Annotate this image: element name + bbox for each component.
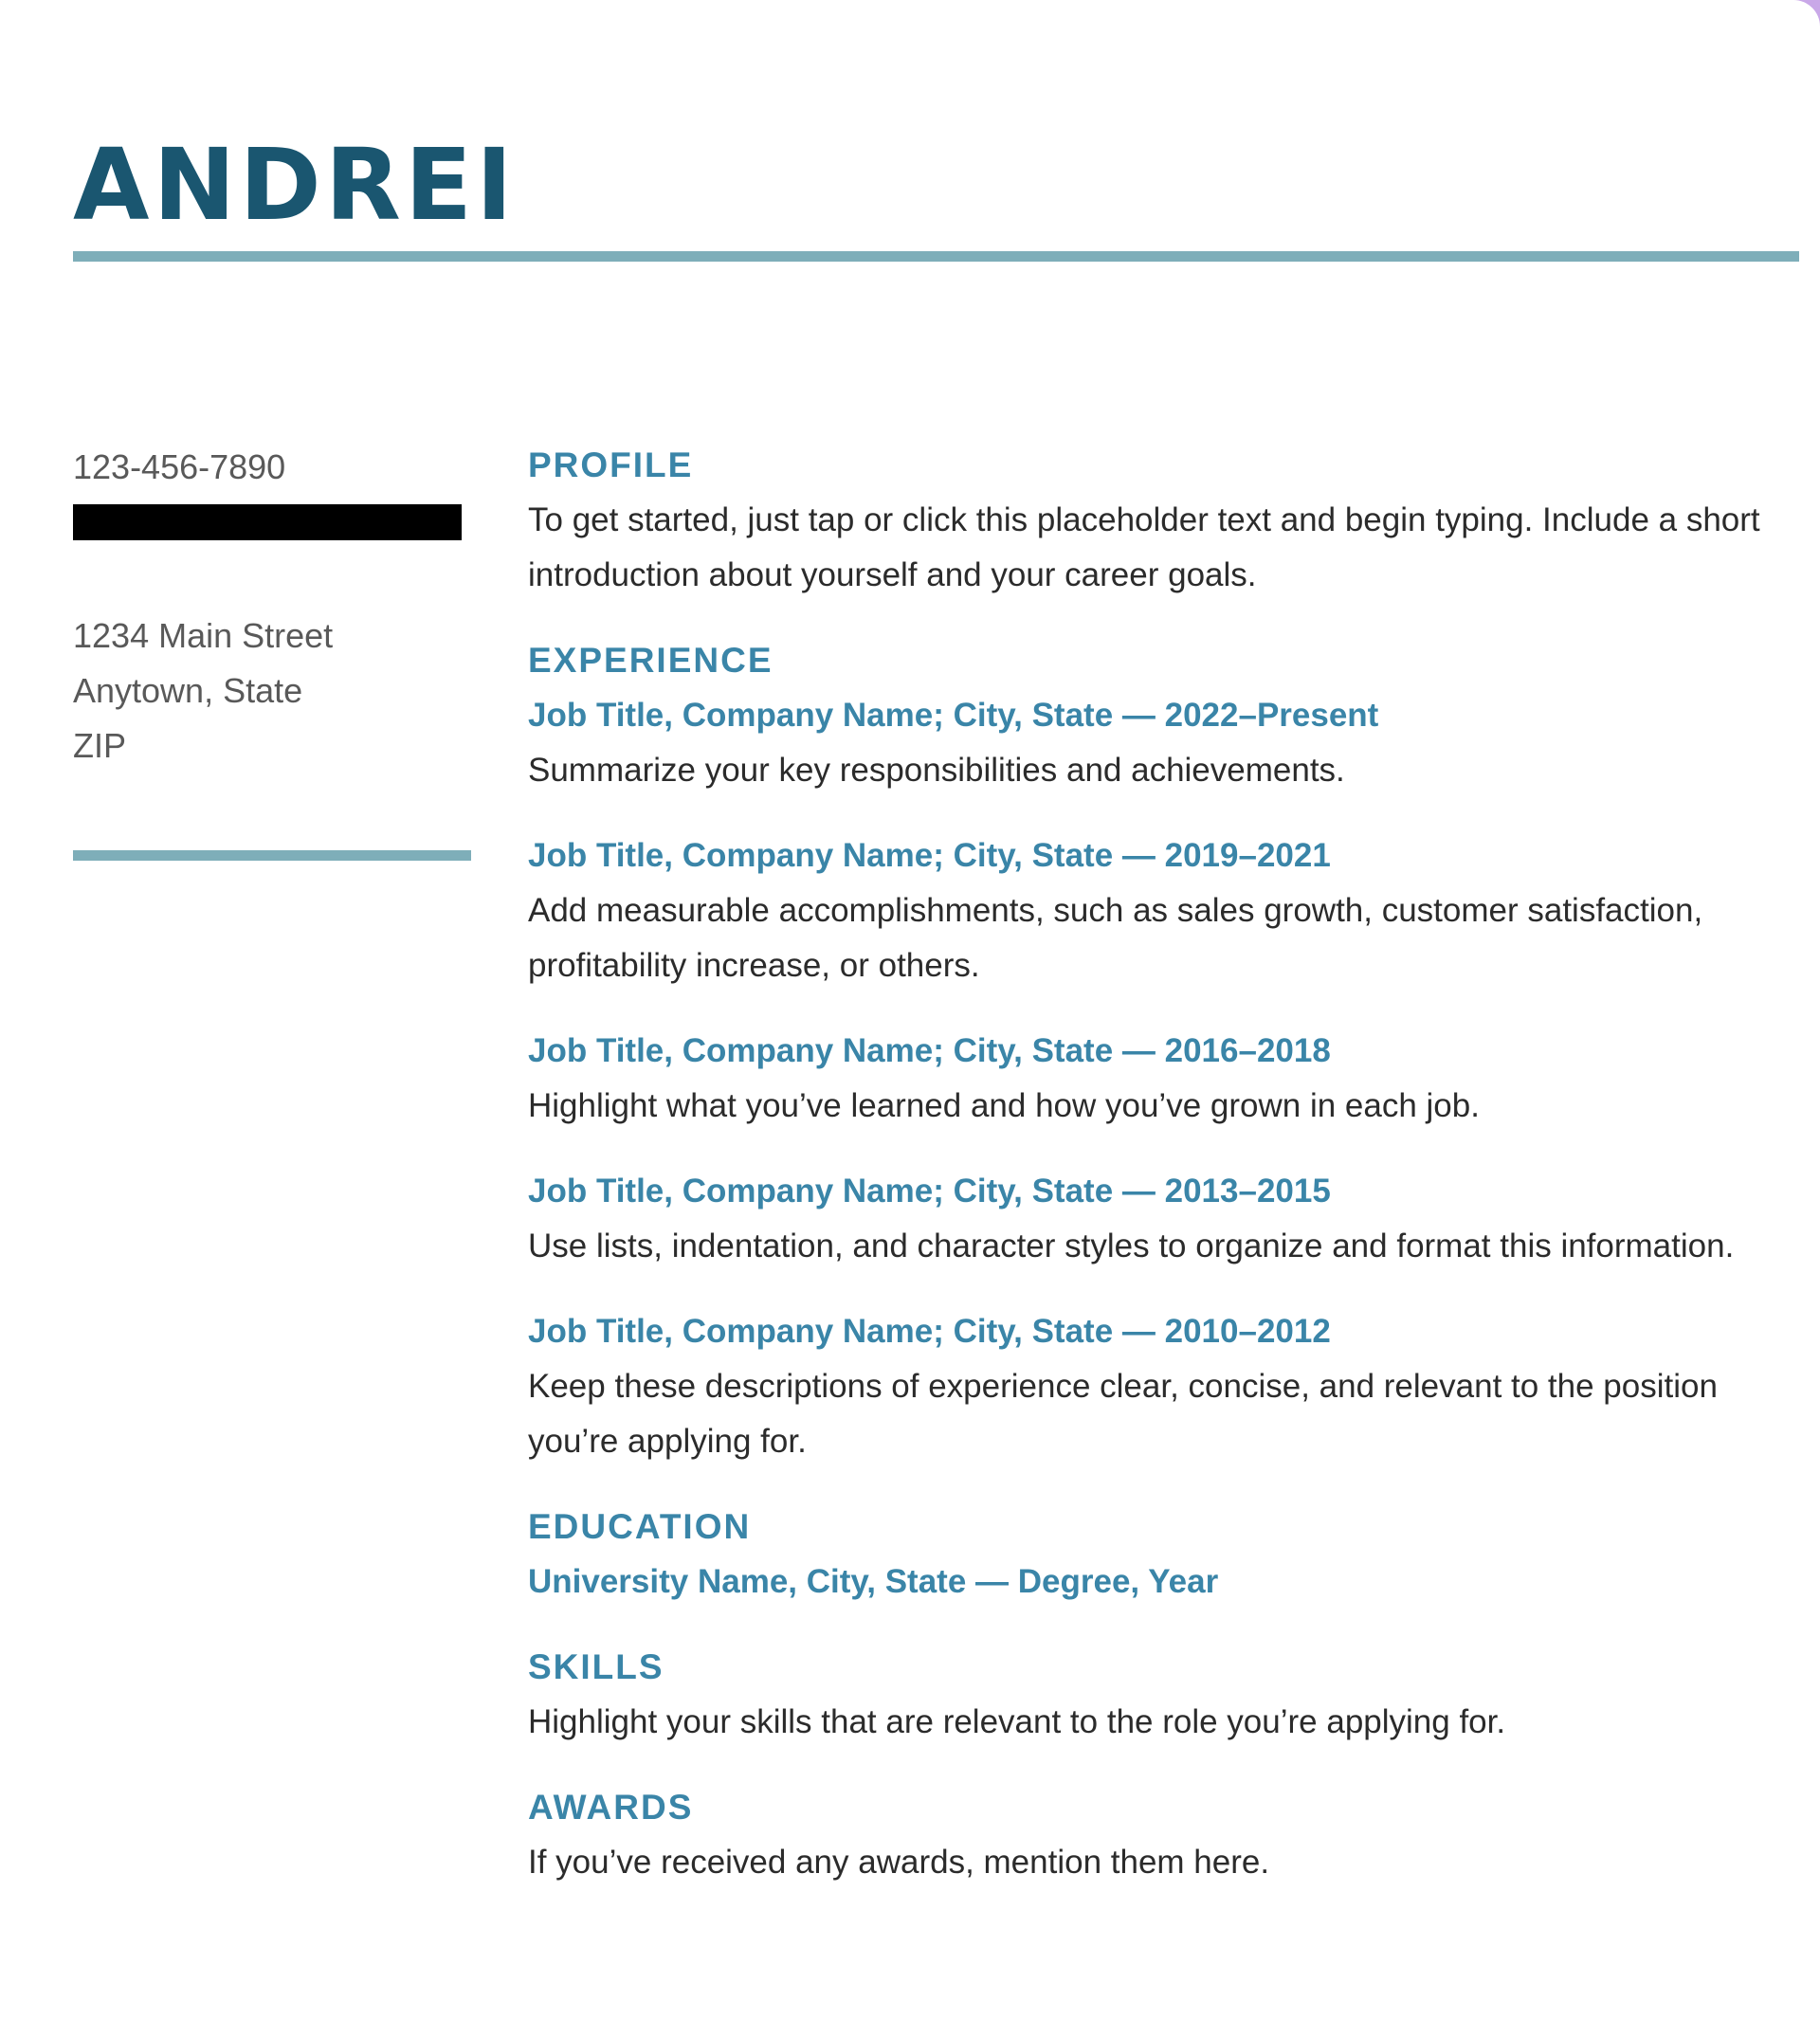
- awards-section: [528, 1780, 1779, 1890]
- sidebar-divider: [73, 850, 471, 861]
- job-title[interactable]: Job Title, Company Name; City, State — 2022–Present: [528, 697, 1379, 734]
- header-divider: [73, 251, 1799, 262]
- address-street[interactable]: 1234 Main Street: [73, 616, 334, 655]
- experience-entry: [528, 828, 1779, 993]
- job-description[interactable]: Highlight what you’ve learned and how you’ve grown in each job.: [528, 1087, 1480, 1124]
- address-city-state[interactable]: Anytown, State: [73, 671, 303, 710]
- skills-heading[interactable]: SKILLS: [528, 1647, 664, 1686]
- contact-sidebar: [73, 440, 471, 773]
- awards-heading[interactable]: AWARDS: [528, 1788, 694, 1827]
- education-entry[interactable]: University Name, City, State — Degree, Year: [528, 1563, 1219, 1600]
- experience-section: [528, 633, 1779, 1469]
- profile-heading[interactable]: PROFILE: [528, 446, 694, 484]
- experience-entry: [528, 1304, 1779, 1469]
- redacted-email: [73, 504, 462, 540]
- job-description[interactable]: Keep these descriptions of experience clear, concise, and relevant to the position you’re applying for.: [528, 1368, 1718, 1460]
- address-zip[interactable]: ZIP: [73, 726, 127, 765]
- job-title[interactable]: Job Title, Company Name; City, State — 2016–2018: [528, 1032, 1331, 1069]
- awards-text[interactable]: If you’ve received any awards, mention them here.: [528, 1844, 1270, 1881]
- profile-section: [528, 438, 1779, 603]
- profile-text[interactable]: To get started, just tap or click this placeholder text and begin typing. Include a short introduction about yourself and your career goals.: [528, 501, 1760, 593]
- experience-entry: [528, 1164, 1779, 1274]
- job-title[interactable]: Job Title, Company Name; City, State — 2013–2015: [528, 1173, 1331, 1210]
- skills-text[interactable]: Highlight your skills that are relevant to the role you’re applying for.: [528, 1703, 1506, 1740]
- job-title[interactable]: Job Title, Company Name; City, State — 2010–2012: [528, 1313, 1331, 1350]
- experience-entry: [528, 688, 1779, 798]
- resume-main-content: [528, 438, 1779, 1920]
- phone-number[interactable]: 123-456-7890: [73, 447, 286, 486]
- job-title[interactable]: Job Title, Company Name; City, State — 2019–2021: [528, 837, 1331, 874]
- skills-section: [528, 1640, 1779, 1750]
- experience-heading[interactable]: EXPERIENCE: [528, 641, 774, 680]
- experience-entry: [528, 1024, 1779, 1134]
- education-heading[interactable]: EDUCATION: [528, 1507, 752, 1546]
- job-description[interactable]: Summarize your key responsibilities and achievements.: [528, 752, 1345, 789]
- job-description[interactable]: Use lists, indentation, and character styles to organize and format this information.: [528, 1228, 1735, 1264]
- job-description[interactable]: Add measurable accomplishments, such as sales growth, customer satisfaction, profitability increase, or others.: [528, 892, 1703, 984]
- resume-name[interactable]: ANDREI: [73, 127, 517, 243]
- education-section: [528, 1500, 1779, 1610]
